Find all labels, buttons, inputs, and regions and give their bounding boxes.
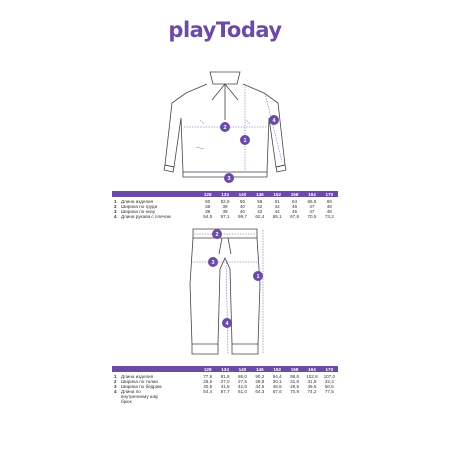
table-cell: 44 — [274, 208, 280, 214]
row-label: Длина изделия — [121, 198, 154, 204]
table-cell: 55 — [239, 198, 245, 204]
table-cell: 102,8 — [306, 373, 318, 379]
marker-top-4-label: 4 — [272, 118, 276, 124]
table-cell: 54,4 — [203, 388, 213, 394]
table-cell: 42 — [257, 208, 263, 214]
size-col: 152 — [273, 366, 282, 372]
table-cell: 67,6 — [272, 388, 282, 394]
row-label: Ширина по груди — [121, 203, 158, 209]
table-cell: 59,7 — [237, 213, 247, 219]
table-cell: 64,3 — [255, 388, 265, 394]
table-cell: 42 — [257, 203, 263, 209]
table-cell: 50 — [205, 198, 211, 204]
size-col: 158 — [290, 191, 299, 197]
table-cell: 27,5 — [237, 378, 247, 384]
table-cell: 67,8 — [290, 213, 300, 219]
table-cell: 26,5 — [203, 378, 213, 384]
table-cell: 86,0 — [237, 373, 247, 379]
jacket-size-header — [112, 191, 338, 197]
brand-logo: playToday — [168, 18, 282, 42]
size-col: 128 — [203, 366, 212, 372]
table-cell: 61,0 — [237, 388, 247, 394]
table-cell: 28,8 — [255, 378, 265, 384]
table-cell: 66,5 — [307, 198, 317, 204]
row-number: 2 — [114, 378, 117, 384]
table-cell: 62,4 — [255, 213, 265, 219]
size-col: 146 — [255, 366, 264, 372]
row-number: 3 — [114, 208, 117, 214]
table-cell: 73,2 — [324, 213, 334, 219]
size-col: 140 — [238, 191, 247, 197]
table-cell: 30,1 — [272, 378, 282, 384]
table-cell: 74,2 — [307, 388, 317, 394]
table-cell: 98,6 — [290, 373, 300, 379]
marker-top-3-label: 3 — [227, 176, 231, 182]
size-col: 170 — [325, 191, 334, 197]
table-cell: 48 — [326, 208, 332, 214]
table-cell: 39 — [222, 208, 228, 214]
table-cell: 50,5 — [324, 383, 334, 389]
table-cell: 48,5 — [290, 383, 300, 389]
table-row — [112, 389, 338, 404]
trousers-drawing — [0, 224, 450, 364]
size-col: 164 — [308, 366, 316, 372]
table-cell: 77,6 — [203, 373, 213, 379]
table-cell: 44 — [274, 203, 280, 209]
trousers-size-table — [112, 366, 338, 404]
row-number: 4 — [114, 213, 117, 219]
table-cell: 54,5 — [203, 213, 213, 219]
table-cell: 38 — [205, 203, 211, 209]
table-cell: 57,7 — [220, 388, 230, 394]
table-cell: 48 — [326, 203, 332, 209]
table-cell: 40 — [239, 203, 245, 209]
table-cell: 77,5 — [324, 388, 334, 394]
table-cell: 57,1 — [220, 213, 230, 219]
marker-bottom-4-label: 4 — [225, 321, 229, 327]
table-cell: 58 — [257, 198, 263, 204]
row-number: 4 — [114, 388, 117, 394]
table-cell: 46 — [292, 208, 298, 214]
table-cell: 44,5 — [255, 383, 265, 389]
row-label: Ширина по талии — [121, 378, 159, 384]
marker-bottom-1-label: 1 — [256, 274, 260, 280]
table-cell: 31,9 — [307, 378, 317, 384]
table-cell: 42,5 — [237, 383, 247, 389]
trousers-size-header — [112, 366, 338, 372]
table-cell: 70,9 — [290, 388, 300, 394]
row-label: Ширина по бедрам — [121, 383, 162, 389]
table-cell: 52,5 — [220, 198, 230, 204]
table-cell: 40 — [239, 208, 245, 214]
row-number: 1 — [114, 373, 117, 379]
table-cell: 90,2 — [255, 373, 265, 379]
row-label: Длина рукава с плечом — [121, 213, 171, 219]
size-col: 152 — [273, 191, 282, 197]
marker-top-1-label: 1 — [243, 138, 247, 144]
jacket-drawing — [0, 0, 450, 200]
jacket-size-table — [112, 191, 338, 219]
table-cell: 107,0 — [323, 373, 336, 379]
table-cell: 49,5 — [307, 383, 317, 389]
size-col: 140 — [238, 366, 247, 372]
row-label: Длина изделия — [121, 373, 154, 379]
size-col: 128 — [203, 191, 212, 197]
table-cell: 32,4 — [324, 378, 334, 384]
table-cell: 38 — [205, 208, 211, 214]
table-row — [112, 214, 338, 219]
table-cell: 46 — [292, 203, 298, 209]
marker-bottom-3-label: 3 — [211, 260, 215, 266]
table-cell: 47 — [309, 203, 315, 209]
row-number: 3 — [114, 383, 117, 389]
table-cell: 41,5 — [220, 383, 230, 389]
table-cell: 64 — [292, 198, 298, 204]
table-cell: 27,0 — [220, 378, 230, 384]
size-col: 158 — [290, 366, 299, 372]
table-cell: 81,8 — [220, 373, 230, 379]
size-col: 164 — [308, 191, 316, 197]
size-col: 146 — [255, 191, 264, 197]
table-cell: 47 — [309, 208, 315, 214]
table-cell: 70,5 — [307, 213, 317, 219]
marker-bottom-2-label: 2 — [215, 232, 219, 238]
table-cell: 61 — [274, 198, 280, 204]
row-number: 2 — [114, 203, 117, 209]
marker-top-2-label: 2 — [223, 125, 227, 131]
table-cell: 39 — [222, 203, 228, 209]
table-cell: 94,4 — [272, 373, 282, 379]
row-label: Длина по внутреннему шву брюк — [121, 388, 159, 404]
row-number: 1 — [114, 198, 117, 204]
table-cell: 69 — [326, 198, 332, 204]
table-cell: 65,1 — [272, 213, 282, 219]
size-col: 170 — [325, 366, 334, 372]
size-col: 134 — [221, 191, 229, 197]
table-cell: 46,5 — [272, 383, 282, 389]
size-col: 134 — [221, 366, 229, 372]
table-cell: 40,5 — [203, 383, 213, 389]
table-cell: 31,6 — [290, 378, 300, 384]
row-label: Ширина по низу — [121, 208, 156, 214]
